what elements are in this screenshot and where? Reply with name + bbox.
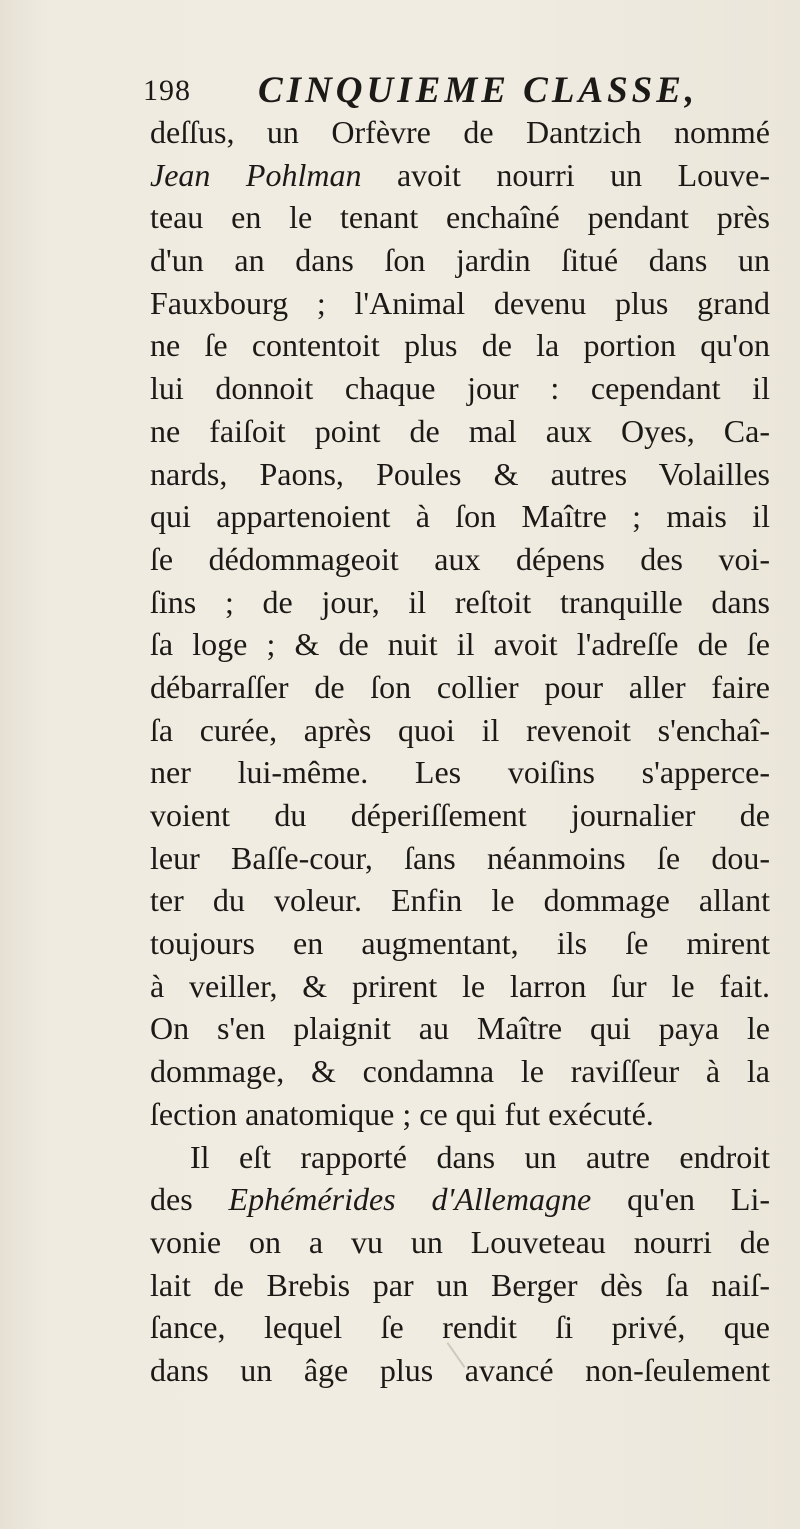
text-line: d'un an dans ſon jardin ſitué dans un xyxy=(150,242,770,279)
text-line: ſe dédommageoit aux dépens des voi- xyxy=(150,540,770,577)
text-line: voient du déperiſſement journalier de xyxy=(150,797,770,833)
text-line: deſſus, un Orfèvre de Dantzich nommé xyxy=(150,114,770,150)
text-line: ter du voleur. Enfin le dommage allant xyxy=(150,882,770,919)
text-line: ne faiſoit point de mal aux Oyes, Ca- xyxy=(150,412,770,449)
text-line: ſection anatomique ; ce qui fut exécuté. xyxy=(150,1095,654,1132)
italic-work-title-part2: Allemagne xyxy=(454,1181,592,1218)
page-number: 198 xyxy=(143,74,191,107)
text-line-with-italic-name xyxy=(150,154,770,197)
text-line: dommage, & condamna le raviſſeur à la xyxy=(150,1053,770,1090)
page-header xyxy=(143,66,783,116)
text-line: qui appartenoient à ſon Maître ; mais il xyxy=(150,498,770,535)
text-line: ne ſe contentoit plus de la portion qu'on xyxy=(150,327,770,364)
text-line: lui donnoit chaque jour : cependant il xyxy=(150,370,770,407)
text-line: ſance, lequel ſe rendit ſi privé, que xyxy=(150,1309,770,1346)
italic-work-title-joiner: d' xyxy=(395,1181,455,1218)
text-line: Fauxbourg ; l'Animal devenu plus grand xyxy=(150,284,770,321)
text-line: débarraſſer de ſon collier pour aller faire xyxy=(150,668,770,705)
text-line: toujours en augmentant, ils ſe mirent xyxy=(150,925,770,962)
text-line: dans un âge plus avancé non-ſeulement xyxy=(150,1351,770,1388)
running-head: CINQUIEME CLASSE, xyxy=(258,70,699,111)
text-line-with-italic-work xyxy=(150,1178,770,1221)
italic-work-title-part1: Ephémérides xyxy=(228,1181,396,1218)
text-line-paragraph-start: Il eſt rapporté dans un autre endroit xyxy=(190,1138,770,1175)
text-line: ſins ; de jour, il reſtoit tranquille dans xyxy=(150,583,770,620)
text-line: leur Baſſe-cour, ſans néanmoins ſe dou- xyxy=(150,839,770,876)
text-line-prefix: des xyxy=(150,1181,229,1218)
body-text xyxy=(150,111,770,1392)
text-line-remainder: qu'en Li- xyxy=(591,1181,770,1218)
text-line-remainder: avoit nourri un Louve- xyxy=(361,156,770,193)
text-line: ſa loge ; & de nuit il avoit l'adreſſe de ſe xyxy=(150,626,770,663)
text-line: lait de Brebis par un Berger dès ſa naiſ- xyxy=(150,1266,770,1303)
text-line: vonie on a vu un Louveteau nourri de xyxy=(150,1223,770,1260)
text-line: On s'en plaignit au Maître qui paya le xyxy=(150,1010,770,1047)
text-line: teau en le tenant enchaîné pendant près xyxy=(150,199,770,236)
text-line: ſa curée, après quoi il revenoit s'enchaî- xyxy=(150,711,770,748)
text-line: à veiller, & prirent le larron ſur le fait. xyxy=(150,967,770,1004)
italic-name: Jean Pohlman xyxy=(150,156,362,193)
text-line: nards, Paons, Poules & autres Volailles xyxy=(150,455,770,492)
text-line: ner lui-même. Les voiſins s'apperce- xyxy=(150,754,770,791)
